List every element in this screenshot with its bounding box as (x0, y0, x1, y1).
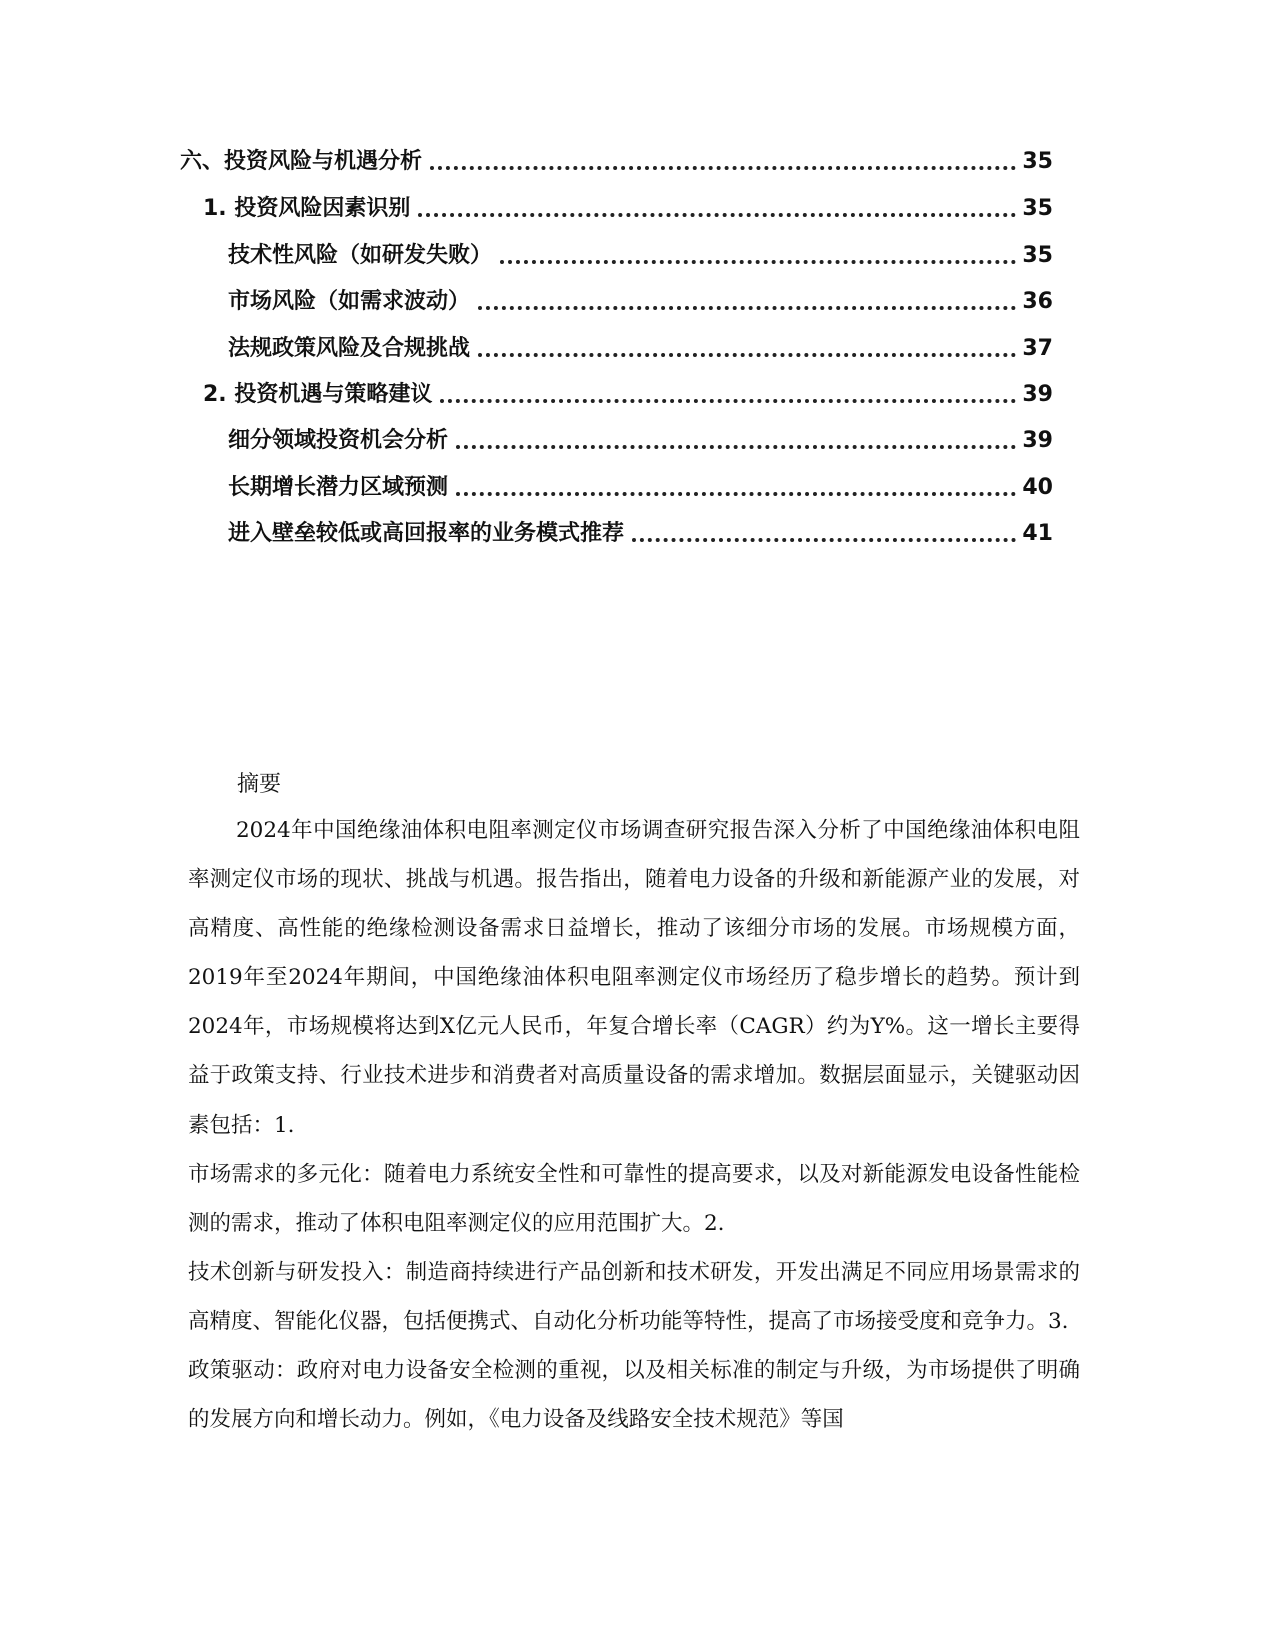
toc-entry-label: 市场风险（如需求波动） (228, 289, 471, 314)
toc-dot-leader (440, 399, 1016, 403)
toc-dot-leader (430, 166, 1016, 170)
toc-entry-business-models[interactable] (228, 515, 1053, 549)
toc-page-number: 40 (1022, 475, 1053, 500)
abstract-paragraph: 技术创新与研发投入：制造商持续进行产品创新和技术研发，开发出满足不同应用场景需求的高精度、智能化仪器，包括便携式、自动化分析功能等特性，提高了市场接受度和竞争力。3. (188, 1259, 1080, 1334)
toc-entry-label: 进入壁垒较低或高回报率的业务模式推荐 (228, 521, 625, 546)
toc-entry-market-risk[interactable] (228, 283, 1053, 317)
abstract-paragraph: 2024年中国绝缘油体积电阻率测定仪市场调查研究报告深入分析了中国绝缘油体积电阻率测定仪市场的现状、挑战与机遇。报告指出，随着电力设备的升级和新能源产业的发展，对高精度、高性能的绝缘检测设备需求日益增长，推动了该细分市场的发展。市场规模方面，2019年至2024年期间，中国绝缘油体积电阻率测定仪市场经历了稳步增长的趋势。预计到2024年，市场规模将达到X亿元人民币，年复合增长率（CAGR）约为Y%。这一增长主要得益于政策支持、行业技术进步和消费者对高质量设备的需求增加。数据层面显示，关键驱动因素包括：1. (188, 818, 1080, 1138)
toc-dot-leader (456, 445, 1016, 449)
toc-entry-technical-risk[interactable] (228, 237, 1053, 271)
toc-page-number: 41 (1022, 521, 1053, 546)
toc-entry-label: 细分领域投资机会分析 (228, 428, 449, 453)
abstract-heading: 摘要 (237, 772, 282, 797)
toc-entry-regulatory-risk[interactable] (228, 330, 1053, 364)
toc-page-number: 35 (1022, 149, 1053, 174)
toc-page-number: 35 (1022, 243, 1053, 268)
toc-page-number: 39 (1022, 382, 1053, 407)
toc-dot-leader (456, 492, 1016, 496)
toc-entry-label: 六、投资风险与机遇分析 (180, 149, 423, 174)
toc-page-number: 35 (1022, 196, 1053, 221)
toc-page-number: 37 (1022, 336, 1053, 361)
toc-dot-leader (500, 260, 1016, 264)
toc-entry-label: 法规政策风险及合规挑战 (228, 336, 471, 361)
toc-dot-leader (478, 306, 1016, 310)
toc-entry-label: 2. 投资机遇与策略建议 (203, 382, 433, 407)
toc-page-number: 36 (1022, 289, 1053, 314)
toc-entry-label: 长期增长潜力区域预测 (228, 475, 449, 500)
toc-entry-label: 1. 投资风险因素识别 (203, 196, 411, 221)
toc-page-number: 39 (1022, 428, 1053, 453)
abstract-paragraph: 市场需求的多元化：随着电力系统安全性和可靠性的提高要求，以及对新能源发电设备性能检测的需求，推动了体积电阻率测定仪的应用范围扩大。2. (188, 1161, 1080, 1236)
toc-entry-label: 技术性风险（如研发失败） (228, 243, 493, 268)
toc-entry-risk-factors[interactable] (203, 190, 1053, 224)
toc-dot-leader (418, 213, 1016, 217)
toc-dot-leader (478, 353, 1016, 357)
abstract-paragraph: 政策驱动：政府对电力设备安全检测的重视，以及相关标准的制定与升级，为市场提供了明确的发展方向和增长动力。例如，《电力设备及线路安全技术规范》等国 (188, 1358, 1080, 1433)
abstract-body (188, 806, 1080, 1444)
toc-entry-growth-regions[interactable] (228, 469, 1053, 503)
toc-entry-section-6[interactable] (180, 143, 1053, 177)
toc-entry-opportunities[interactable] (203, 376, 1053, 410)
toc-entry-segment-opportunities[interactable] (228, 422, 1053, 456)
toc-dot-leader (632, 538, 1016, 542)
